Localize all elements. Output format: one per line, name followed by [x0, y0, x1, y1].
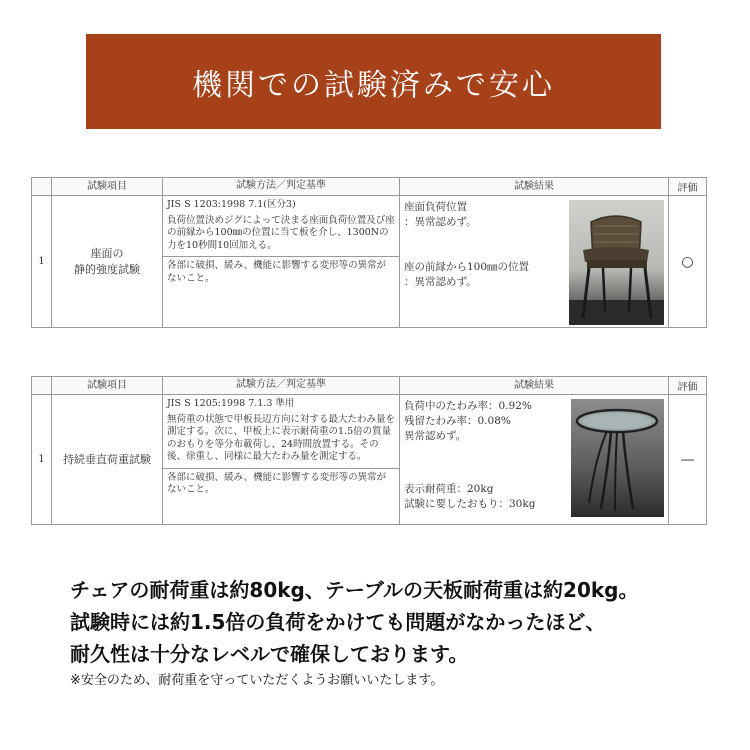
- test-method: [163, 196, 400, 328]
- result-rated-load: 表示耐荷重：20kg: [404, 483, 494, 495]
- table-header-row: [32, 377, 707, 395]
- result-test-weight: 試験に要したおもり：30kg: [404, 498, 536, 510]
- chair-illustration: [569, 200, 664, 325]
- result-position-1-status: ：異常認めず。: [404, 216, 477, 228]
- result-residual: 残留たわみ率：0.08%: [404, 415, 511, 427]
- safety-note: ※安全のため、耐荷重を守っていただくようお願いいたします。: [70, 673, 444, 688]
- table-header-row: [32, 178, 707, 196]
- test-method: [163, 395, 400, 525]
- description-notes: [70, 574, 730, 692]
- test-item-line1: 座面の: [90, 246, 124, 260]
- title-banner: [86, 34, 661, 129]
- header-method: 試験方法／判定基準: [163, 178, 400, 196]
- method-description: 負荷位置決めジグによって決まる座面負荷位置及び座の前縁から100㎜の位置に当て板を介し、1300Nの力を10秒間10回加える。: [167, 214, 395, 251]
- method-criteria: 各部に破損、緩み、機能に影響する変形等の異常がないこと。: [163, 468, 399, 497]
- row-number: 1: [32, 196, 52, 328]
- header-result: 試験結果: [400, 377, 669, 395]
- header-method: 試験方法／判定基準: [163, 377, 400, 395]
- test-result: [400, 196, 669, 328]
- banner-title: 機関での試験済みで安心: [192, 67, 555, 103]
- table-photo: [571, 399, 664, 517]
- table-row: [32, 395, 707, 525]
- table-row: [32, 196, 707, 328]
- method-description: 無荷重の状態で甲板長辺方向に対する最大たわみ量を測定する。次に、甲板上に表示耐荷重の1.5倍の質量のおもりを等分布載荷し、24時間放置する。その後、徐重し、同様に最大たわみ量を測定する。: [167, 413, 396, 462]
- note-line-1: チェアの耐荷重は約80kg、テーブルの天板耐荷重は約20kg。: [70, 578, 639, 602]
- header-item: 試験項目: [52, 178, 163, 196]
- test-item: 持続垂直荷重試験: [52, 395, 163, 525]
- note-line-3: 耐久性は十分なレベルで確保しております。: [70, 642, 469, 666]
- header-evaluation: 評価: [669, 377, 707, 395]
- chair-photo: [569, 200, 664, 325]
- test-item-line2: 静的強度試験: [74, 262, 140, 276]
- header-item: 試験項目: [52, 377, 163, 395]
- method-standard: JIS S 1205:1998 7.1.3 準用: [167, 398, 295, 409]
- table-illustration: [571, 399, 664, 517]
- header-number: [32, 377, 52, 395]
- method-standard: JIS S 1203:1998 7.1(区分3): [167, 199, 296, 210]
- evaluation-mark: ○: [669, 196, 707, 328]
- table-test-table: [31, 376, 707, 525]
- result-deflection: 負荷中のたわみ率：0.92%: [404, 400, 532, 412]
- result-status: 異常認めず。: [404, 430, 467, 442]
- header-number: [32, 178, 52, 196]
- test-result: [400, 395, 669, 525]
- header-result: 試験結果: [400, 178, 669, 196]
- chair-test-table: [31, 177, 707, 328]
- evaluation-mark: —: [669, 395, 707, 525]
- method-criteria: 各部に破損、緩み、機能に影響する変形等の異常がないこと。: [163, 256, 399, 285]
- header-evaluation: 評価: [669, 178, 707, 196]
- result-position-1: 座面負荷位置: [404, 201, 467, 213]
- test-item: [52, 196, 163, 328]
- note-line-2: 試験時には約1.5倍の負荷をかけても問題がなかったほど、: [70, 610, 606, 634]
- result-position-2: 座の前縁から100㎜の位置: [404, 261, 530, 273]
- row-number: 1: [32, 395, 52, 525]
- result-position-2-status: ：異常認めず。: [404, 276, 477, 288]
